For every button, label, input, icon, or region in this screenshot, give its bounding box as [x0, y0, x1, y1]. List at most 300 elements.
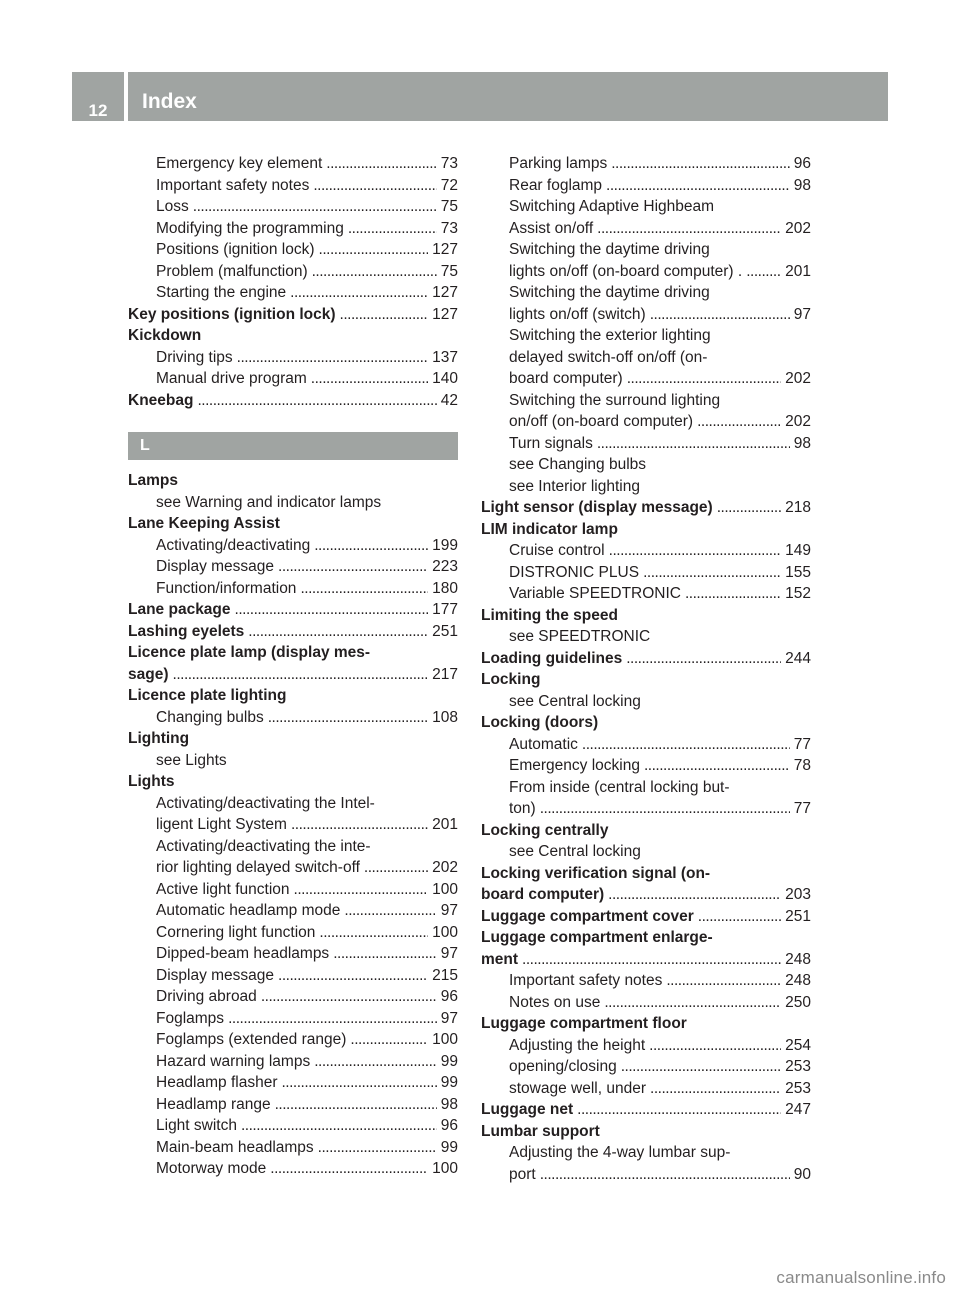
entry-text: Modifying the programming: [156, 219, 344, 237]
entry-text: see Central locking: [509, 692, 641, 710]
entry-text: Positions (ignition lock): [156, 241, 315, 258]
entry-text: Headlamp range: [156, 1095, 271, 1113]
leader-dots: [241, 1115, 437, 1137]
entry-text: Light switch: [156, 1117, 237, 1134]
leader-dots: [626, 648, 781, 670]
index-entry: [481, 433, 811, 455]
entry-text: Kneebag: [128, 391, 194, 409]
leader-dots: [248, 621, 428, 643]
entry-text: Loading guidelines: [481, 649, 623, 667]
entry-text: lights on/off (on-board computer) .: [509, 262, 743, 280]
index-entry: [128, 642, 458, 664]
entry-page-number[interactable]: 100: [432, 1031, 458, 1048]
entry-page-number[interactable]: 100: [432, 1160, 458, 1177]
entry-text: Luggage compartment cover: [481, 907, 694, 925]
index-entry: [128, 535, 458, 557]
index-entry: [481, 218, 811, 240]
index-entry: [481, 368, 811, 390]
index-entry: [481, 583, 811, 605]
leader-dots: [314, 1051, 437, 1073]
entry-text: see Warning and indicator lamps: [156, 493, 382, 511]
entry-text: Cruise control: [509, 542, 605, 559]
entry-page-number[interactable]: 42: [440, 391, 458, 409]
entry-text: board computer): [509, 370, 623, 387]
index-entry: [128, 728, 458, 750]
entry-page-number[interactable]: 97: [793, 305, 811, 323]
entry-text: Kickdown: [128, 327, 202, 344]
leader-dots: [311, 368, 428, 390]
entry-text: see Lights: [156, 751, 227, 769]
section-title: Index: [142, 90, 197, 113]
entry-text: opening/closing: [509, 1058, 617, 1075]
index-entry: [481, 863, 811, 885]
entry-text: Active light function: [156, 880, 290, 898]
leader-dots: [604, 992, 781, 1014]
entry-text: Manual drive program: [156, 370, 307, 387]
index-entry: [128, 836, 458, 858]
entry-page-number[interactable]: 96: [793, 155, 811, 172]
index-entry: [481, 454, 811, 476]
entry-text: Luggage compartment floor: [481, 1015, 687, 1032]
index-entry: [128, 578, 458, 600]
entry-text: Light sensor (display message): [481, 499, 713, 516]
leader-dots: [606, 175, 790, 197]
entry-page-number[interactable]: 251: [785, 907, 811, 925]
entry-text: Important safety notes: [156, 176, 310, 194]
index-column-left: [128, 153, 458, 1180]
entry-page-number[interactable]: 98: [793, 176, 811, 194]
entry-page-number[interactable]: 97: [440, 1009, 458, 1027]
leader-dots: [319, 922, 428, 944]
entry-text: Loss: [156, 198, 189, 215]
index-entry: [481, 390, 811, 412]
index-entry: [481, 992, 811, 1014]
leader-dots: [577, 1099, 781, 1121]
entry-text: see Central locking: [509, 843, 641, 860]
entry-text: Parking lamps: [509, 155, 608, 172]
entry-text: Luggage net: [481, 1101, 574, 1118]
leader-dots: [314, 535, 428, 557]
leader-dots: [597, 433, 790, 455]
index-entry: [481, 562, 811, 584]
entry-page-number[interactable]: 77: [793, 800, 811, 817]
index-entry: [128, 175, 458, 197]
entry-text: Emergency locking: [509, 757, 640, 774]
index-entry: [481, 497, 811, 519]
index-entry: [128, 470, 458, 492]
entry-text: Activating/deactivating the inte-: [156, 837, 371, 855]
entry-text: Lashing eyelets: [128, 622, 245, 640]
entry-page-number[interactable]: 218: [785, 499, 811, 516]
leader-dots: [627, 368, 781, 390]
index-entry: [128, 304, 458, 326]
entry-text: port: [509, 1165, 536, 1183]
index-entry: [128, 1158, 458, 1180]
entry-page-number[interactable]: 217: [432, 665, 458, 683]
leader-dots: [270, 1158, 428, 1180]
leader-dots: [197, 390, 436, 412]
entry-page-number[interactable]: 90: [793, 1165, 811, 1183]
index-entry: [481, 820, 811, 842]
leader-dots: [235, 599, 429, 621]
entry-text: LIM indicator lamp: [481, 520, 618, 538]
entry-text: Lamps: [128, 472, 178, 489]
leader-dots: [228, 1008, 437, 1030]
entry-page-number[interactable]: 244: [785, 649, 811, 667]
entry-page-number[interactable]: 96: [440, 1117, 458, 1134]
index-entry: [128, 750, 458, 772]
entry-page-number[interactable]: 202: [785, 370, 811, 387]
leader-dots: [281, 1072, 436, 1094]
index-entry: [128, 325, 458, 347]
entry-page-number[interactable]: 253: [785, 1058, 811, 1075]
index-entry: [481, 1056, 811, 1078]
entry-page-number[interactable]: 137: [432, 348, 458, 366]
leader-dots: [746, 261, 781, 283]
index-entry: [481, 347, 811, 369]
leader-dots: [350, 1029, 428, 1051]
entry-page-number[interactable]: 108: [432, 708, 458, 726]
leader-dots: [278, 965, 428, 987]
entry-text: Headlamp flasher: [156, 1074, 278, 1091]
entry-page-number[interactable]: 96: [440, 988, 458, 1005]
entry-text: delayed switch-off on/off (on-: [509, 348, 708, 366]
index-entry: [128, 599, 458, 621]
leader-dots: [608, 884, 781, 906]
index-entry: [128, 879, 458, 901]
leader-dots: [268, 707, 428, 729]
index-entry: [128, 771, 458, 793]
index-entry: [128, 986, 458, 1008]
leader-dots: [582, 734, 790, 756]
index-entry: [128, 922, 458, 944]
index-entry: [481, 519, 811, 541]
entry-page-number[interactable]: 223: [432, 558, 458, 575]
leader-dots: [364, 857, 428, 879]
entry-page-number[interactable]: 127: [432, 241, 458, 258]
index-entry: [128, 218, 458, 240]
leader-dots: [522, 949, 781, 971]
entry-text: Adjusting the 4-way lumbar sup-: [509, 1144, 731, 1161]
entry-page-number[interactable]: 202: [785, 219, 811, 237]
entry-text: Changing bulbs: [156, 708, 264, 726]
index-entry: [481, 626, 811, 648]
entry-text: Display message: [156, 966, 275, 984]
entry-text: DISTRONIC PLUS: [509, 563, 640, 581]
entry-text: Automatic headlamp mode: [156, 902, 341, 919]
leader-dots: [643, 562, 781, 584]
entry-text: rior lighting delayed switch-off: [156, 859, 360, 876]
entry-page-number[interactable]: 201: [785, 262, 811, 280]
index-entry: [128, 793, 458, 815]
leader-dots: [340, 304, 429, 326]
leader-dots: [698, 906, 781, 928]
entry-page-number[interactable]: 152: [785, 585, 811, 602]
entry-page-number[interactable]: 98: [440, 1095, 458, 1113]
index-entry: [481, 304, 811, 326]
leader-dots: [540, 798, 790, 820]
entry-text: Switching the daytime driving: [509, 284, 710, 301]
leader-dots: [666, 970, 781, 992]
index-entry: [481, 669, 811, 691]
entry-page-number[interactable]: 73: [440, 219, 458, 237]
entry-text: see Changing bulbs: [509, 456, 647, 473]
index-entry: [481, 605, 811, 627]
entry-text: Starting the engine: [156, 284, 287, 301]
index-entry: [481, 196, 811, 218]
entry-text: stowage well, under: [509, 1079, 646, 1097]
index-entry: [128, 1115, 458, 1137]
entry-text: Lumbar support: [481, 1122, 600, 1140]
entry-page-number[interactable]: 75: [440, 262, 458, 280]
entry-text: Adjusting the height: [509, 1036, 646, 1054]
leader-dots: [685, 583, 781, 605]
entry-page-number[interactable]: 97: [440, 945, 458, 962]
entry-text: Function/information: [156, 579, 297, 597]
leader-dots: [300, 578, 428, 600]
leader-dots: [326, 153, 436, 175]
entry-text: Key positions (ignition lock): [128, 305, 336, 323]
leader-dots: [312, 261, 437, 283]
leader-dots: [621, 1056, 781, 1078]
entry-text: Lane package: [128, 601, 231, 618]
leader-dots: [611, 153, 790, 175]
index-entry: [128, 556, 458, 578]
entry-text: Automatic: [509, 735, 578, 753]
entry-page-number[interactable]: 99: [440, 1074, 458, 1091]
index-entries-l: [128, 470, 458, 1180]
leader-dots: [333, 943, 437, 965]
section-letter-bar: L: [128, 432, 458, 460]
leader-dots: [348, 218, 437, 240]
entry-page-number[interactable]: 140: [432, 370, 458, 387]
entry-text: Hazard warning lamps: [156, 1052, 311, 1070]
index-entry: [128, 368, 458, 390]
index-entry: [481, 734, 811, 756]
entry-text: Main-beam headlamps: [156, 1138, 314, 1156]
watermark: carmanualsonline.info: [776, 1268, 946, 1287]
index-entry: [128, 239, 458, 261]
entry-page-number[interactable]: 127: [432, 284, 458, 301]
entry-text: see Interior lighting: [509, 477, 640, 495]
leader-dots: [697, 411, 781, 433]
index-entry: [481, 1164, 811, 1186]
leader-dots: [344, 900, 436, 922]
entry-text: Activating/deactivating the Intel-: [156, 794, 375, 812]
index-entry: [481, 906, 811, 928]
leader-dots: [318, 1137, 437, 1159]
index-entry: [481, 1142, 811, 1164]
leader-dots: [313, 175, 436, 197]
leader-dots: [237, 347, 428, 369]
index-entry: [481, 239, 811, 261]
index-entry: [128, 492, 458, 514]
index-entry: [481, 755, 811, 777]
index-entry: [481, 841, 811, 863]
entry-page-number[interactable]: 97: [440, 902, 458, 919]
entry-text: Important safety notes: [509, 972, 663, 989]
entry-text: on/off (on-board computer): [509, 413, 694, 430]
index-entry: [481, 325, 811, 347]
entry-text: From inside (central locking but-: [509, 778, 730, 796]
entry-page-number[interactable]: 177: [432, 601, 458, 618]
index-entry: [128, 1008, 458, 1030]
entry-page-number[interactable]: 99: [440, 1138, 458, 1156]
leader-dots: [278, 556, 428, 578]
leader-dots: [650, 304, 790, 326]
entry-text: Emergency key element: [156, 155, 323, 172]
entry-page-number[interactable]: 203: [785, 886, 811, 903]
index-entry: [128, 814, 458, 836]
index-entry: [128, 347, 458, 369]
leader-dots: [294, 879, 429, 901]
entry-page-number[interactable]: 202: [432, 859, 458, 876]
index-entry: [128, 857, 458, 879]
entry-page-number[interactable]: 73: [440, 155, 458, 172]
entry-text: Licence plate lighting: [128, 687, 287, 704]
index-entry: [128, 1137, 458, 1159]
entry-page-number[interactable]: 248: [785, 950, 811, 968]
index-entry: [128, 664, 458, 686]
header-divider: [124, 72, 128, 121]
index-entry: [481, 970, 811, 992]
entry-text: Notes on use: [509, 993, 601, 1011]
entry-page-number[interactable]: 251: [432, 622, 458, 640]
entry-text: Driving abroad: [156, 988, 257, 1005]
entry-text: Variable SPEEDTRONIC: [509, 585, 681, 602]
entry-text: Foglamps (extended range): [156, 1031, 347, 1048]
index-entry: [128, 1094, 458, 1116]
index-entries-k: [128, 153, 458, 411]
entry-text: Limiting the speed: [481, 606, 618, 624]
leader-dots: [261, 986, 437, 1008]
entry-text: Licence plate lamp (display mes-: [128, 644, 371, 661]
index-entry: [128, 707, 458, 729]
entry-page-number[interactable]: 100: [432, 923, 458, 941]
index-entry: [481, 1078, 811, 1100]
entry-text: Lane Keeping Assist: [128, 515, 280, 532]
entry-text: Rear foglamp: [509, 176, 603, 194]
entry-text: ment: [481, 950, 519, 968]
page-header: [72, 72, 888, 121]
entry-page-number[interactable]: 253: [785, 1079, 811, 1097]
leader-dots: [193, 196, 437, 218]
entry-text: Locking centrally: [481, 821, 609, 839]
entry-text: Assist on/off: [509, 219, 594, 237]
entry-text: Turn signals: [509, 434, 593, 452]
index-entry: [481, 175, 811, 197]
leader-dots: [649, 1035, 781, 1057]
entry-page-number[interactable]: 99: [440, 1052, 458, 1070]
entry-text: Lighting: [128, 730, 190, 747]
index-entry: [481, 884, 811, 906]
index-entry: [128, 685, 458, 707]
index-entry: [481, 476, 811, 498]
entry-page-number[interactable]: 247: [785, 1101, 811, 1118]
entry-page-number[interactable]: 98: [793, 434, 811, 452]
index-entry: [128, 1051, 458, 1073]
entry-text: Locking: [481, 671, 541, 688]
index-entry: [481, 927, 811, 949]
index-entry: [481, 798, 811, 820]
index-entry: [481, 153, 811, 175]
entry-text: see SPEEDTRONIC: [509, 628, 651, 645]
entry-text: Switching Adaptive Highbeam: [509, 198, 715, 215]
index-entry: [481, 648, 811, 670]
index-entry: [481, 691, 811, 713]
entry-text: Locking verification signal (on-: [481, 864, 711, 882]
entry-text: Cornering light function: [156, 923, 316, 941]
index-entry: [128, 261, 458, 283]
entry-page-number[interactable]: 77: [793, 735, 811, 753]
entry-page-number[interactable]: 78: [793, 757, 811, 774]
entry-text: Switching the exterior lighting: [509, 327, 711, 344]
index-entry: [481, 411, 811, 433]
leader-dots: [275, 1094, 437, 1116]
index-entry: [128, 196, 458, 218]
entry-page-number[interactable]: 155: [785, 563, 811, 581]
entry-page-number[interactable]: 180: [432, 579, 458, 597]
entry-page-number[interactable]: 72: [440, 176, 458, 194]
index-entry: [481, 261, 811, 283]
index-entry: [481, 712, 811, 734]
entry-page-number[interactable]: 100: [432, 880, 458, 898]
entry-text: Display message: [156, 558, 275, 575]
entry-page-number[interactable]: 202: [785, 413, 811, 430]
entry-page-number[interactable]: 149: [785, 542, 811, 559]
leader-dots: [319, 239, 429, 261]
entry-page-number[interactable]: 199: [432, 536, 458, 554]
entry-text: Locking (doors): [481, 714, 599, 731]
index-column-right: [481, 153, 811, 1185]
entry-text: sage): [128, 665, 169, 683]
index-entry: [128, 965, 458, 987]
entry-text: Lights: [128, 773, 175, 790]
entry-text: Luggage compartment enlarge-: [481, 929, 713, 946]
entry-text: ton): [509, 800, 536, 817]
entry-page-number[interactable]: 248: [785, 972, 811, 989]
entry-page-number[interactable]: 215: [432, 966, 458, 984]
index-entry: [481, 282, 811, 304]
leader-dots: [717, 497, 781, 519]
entry-text: Driving tips: [156, 348, 233, 366]
index-entry: [128, 153, 458, 175]
index-entry: [128, 282, 458, 304]
index-entry: [481, 540, 811, 562]
leader-dots: [644, 755, 790, 777]
entry-page-number[interactable]: 127: [432, 305, 458, 323]
index-entry: [128, 1029, 458, 1051]
leader-dots: [291, 814, 428, 836]
entry-page-number[interactable]: 201: [432, 816, 458, 833]
index-entry: [128, 900, 458, 922]
index-entry: [128, 390, 458, 412]
entry-text: Problem (malfunction): [156, 262, 308, 280]
index-entry: [481, 949, 811, 971]
index-entry: [481, 777, 811, 799]
page-number: 12: [88, 101, 108, 120]
entry-text: Foglamps: [156, 1009, 225, 1027]
leader-dots: [540, 1164, 790, 1186]
entry-text: lights on/off (switch): [509, 305, 646, 323]
entry-page-number[interactable]: 254: [785, 1036, 811, 1054]
index-entry: [128, 943, 458, 965]
entry-text: ligent Light System: [156, 816, 287, 833]
entry-text: board computer): [481, 886, 605, 903]
entry-text: Switching the daytime driving: [509, 241, 710, 258]
entry-page-number[interactable]: 75: [440, 198, 458, 215]
entry-page-number[interactable]: 250: [785, 993, 811, 1011]
